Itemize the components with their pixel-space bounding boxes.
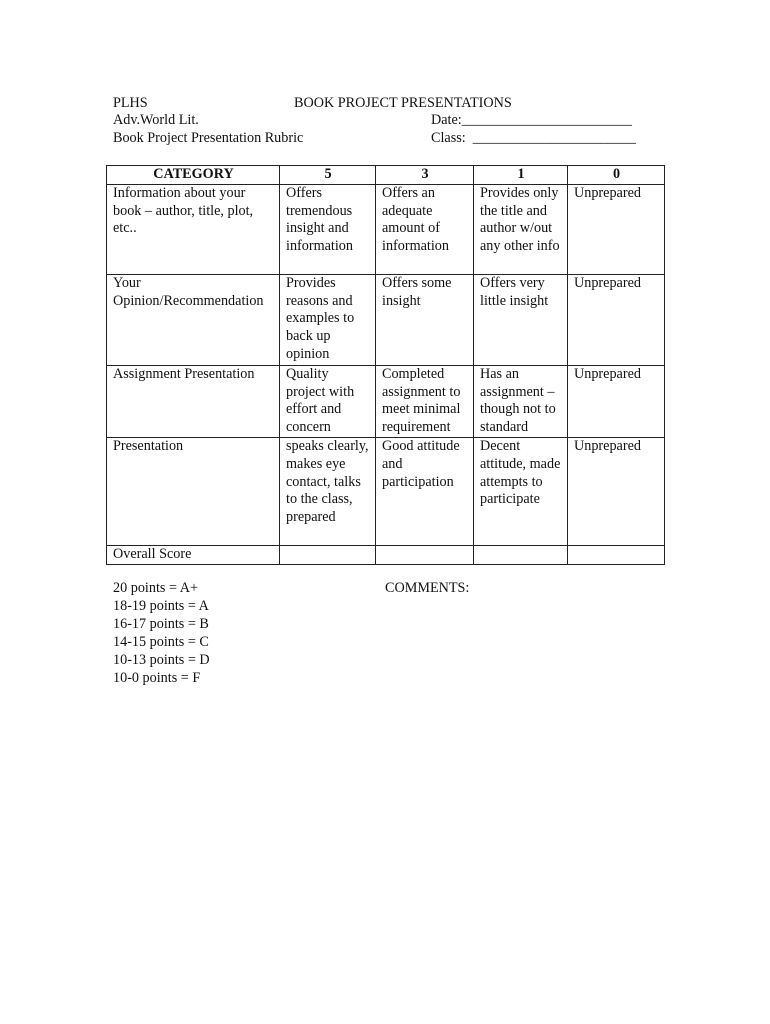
cell-score-5: Provides reasons and examples to back up opinion: [280, 274, 376, 365]
cell-score-3: Completed assignment to meet minimal requirement: [376, 365, 474, 437]
header-score-1: 1: [474, 166, 568, 185]
table-row: [107, 437, 665, 545]
cell-score-5: Quality project with effort and concern: [280, 365, 376, 437]
cell-score-3: Offers an adequate amount of information: [376, 184, 474, 274]
cell-score-3: Offers some insight: [376, 274, 474, 365]
cell-score-0: Unprepared: [568, 274, 665, 365]
grade-line: 10-0 points = F: [113, 669, 201, 686]
overall-score-cell-5[interactable]: [280, 545, 376, 564]
rubric-header-row: [107, 166, 665, 185]
rubric-table: [106, 165, 665, 565]
cell-score-3: Good attitude and participation: [376, 437, 474, 545]
cell-score-1: Provides only the title and author w/out any other info: [474, 184, 568, 274]
grade-line: 16-17 points = B: [113, 615, 209, 632]
table-row: [107, 184, 665, 274]
grade-line: 20 points = A+: [113, 580, 198, 596]
grading-scale: [113, 580, 210, 687]
rubric-subtitle: Book Project Presentation Rubric: [113, 130, 304, 146]
class-field: Class: _______________________: [431, 130, 636, 146]
date-field: Date:________________________: [431, 112, 632, 128]
cell-score-5: Offers tremendous insight and information: [280, 184, 376, 274]
cell-score-0: Unprepared: [568, 365, 665, 437]
header-score-5: 5: [280, 166, 376, 185]
header-score-3: 3: [376, 166, 474, 185]
grade-line: 10-13 points = D: [113, 651, 210, 668]
overall-score-cell-0[interactable]: [568, 545, 665, 564]
overall-score-cell-3[interactable]: [376, 545, 474, 564]
header-score-0: 0: [568, 166, 665, 185]
school-name: PLHS: [113, 95, 148, 111]
row-category: Information about your book – author, title, plot, etc..: [107, 184, 280, 274]
header-category: CATEGORY: [107, 166, 280, 185]
comments-label: COMMENTS:: [385, 580, 470, 596]
cell-score-1: Offers very little insight: [474, 274, 568, 365]
cell-score-0: Unprepared: [568, 437, 665, 545]
row-category: Overall Score: [107, 545, 280, 564]
course-name: Adv.World Lit.: [113, 112, 199, 128]
grade-line: 18-19 points = A: [113, 597, 209, 614]
row-category: Your Opinion/Recommendation: [107, 274, 280, 365]
grade-line: 14-15 points = C: [113, 633, 209, 650]
document-title: BOOK PROJECT PRESENTATIONS: [294, 95, 512, 111]
row-category: Presentation: [107, 437, 280, 545]
cell-score-1: Has an assignment – though not to standard: [474, 365, 568, 437]
cell-score-1: Decent attitude, made attempts to participate: [474, 437, 568, 545]
cell-score-5: speaks clearly, makes eye contact, talks to the class, prepared: [280, 437, 376, 545]
overall-score-cell-1[interactable]: [474, 545, 568, 564]
table-row: [107, 274, 665, 365]
cell-score-0: Unprepared: [568, 184, 665, 274]
row-category: Assignment Presentation: [107, 365, 280, 437]
table-row: [107, 365, 665, 437]
overall-score-row: [107, 545, 665, 564]
